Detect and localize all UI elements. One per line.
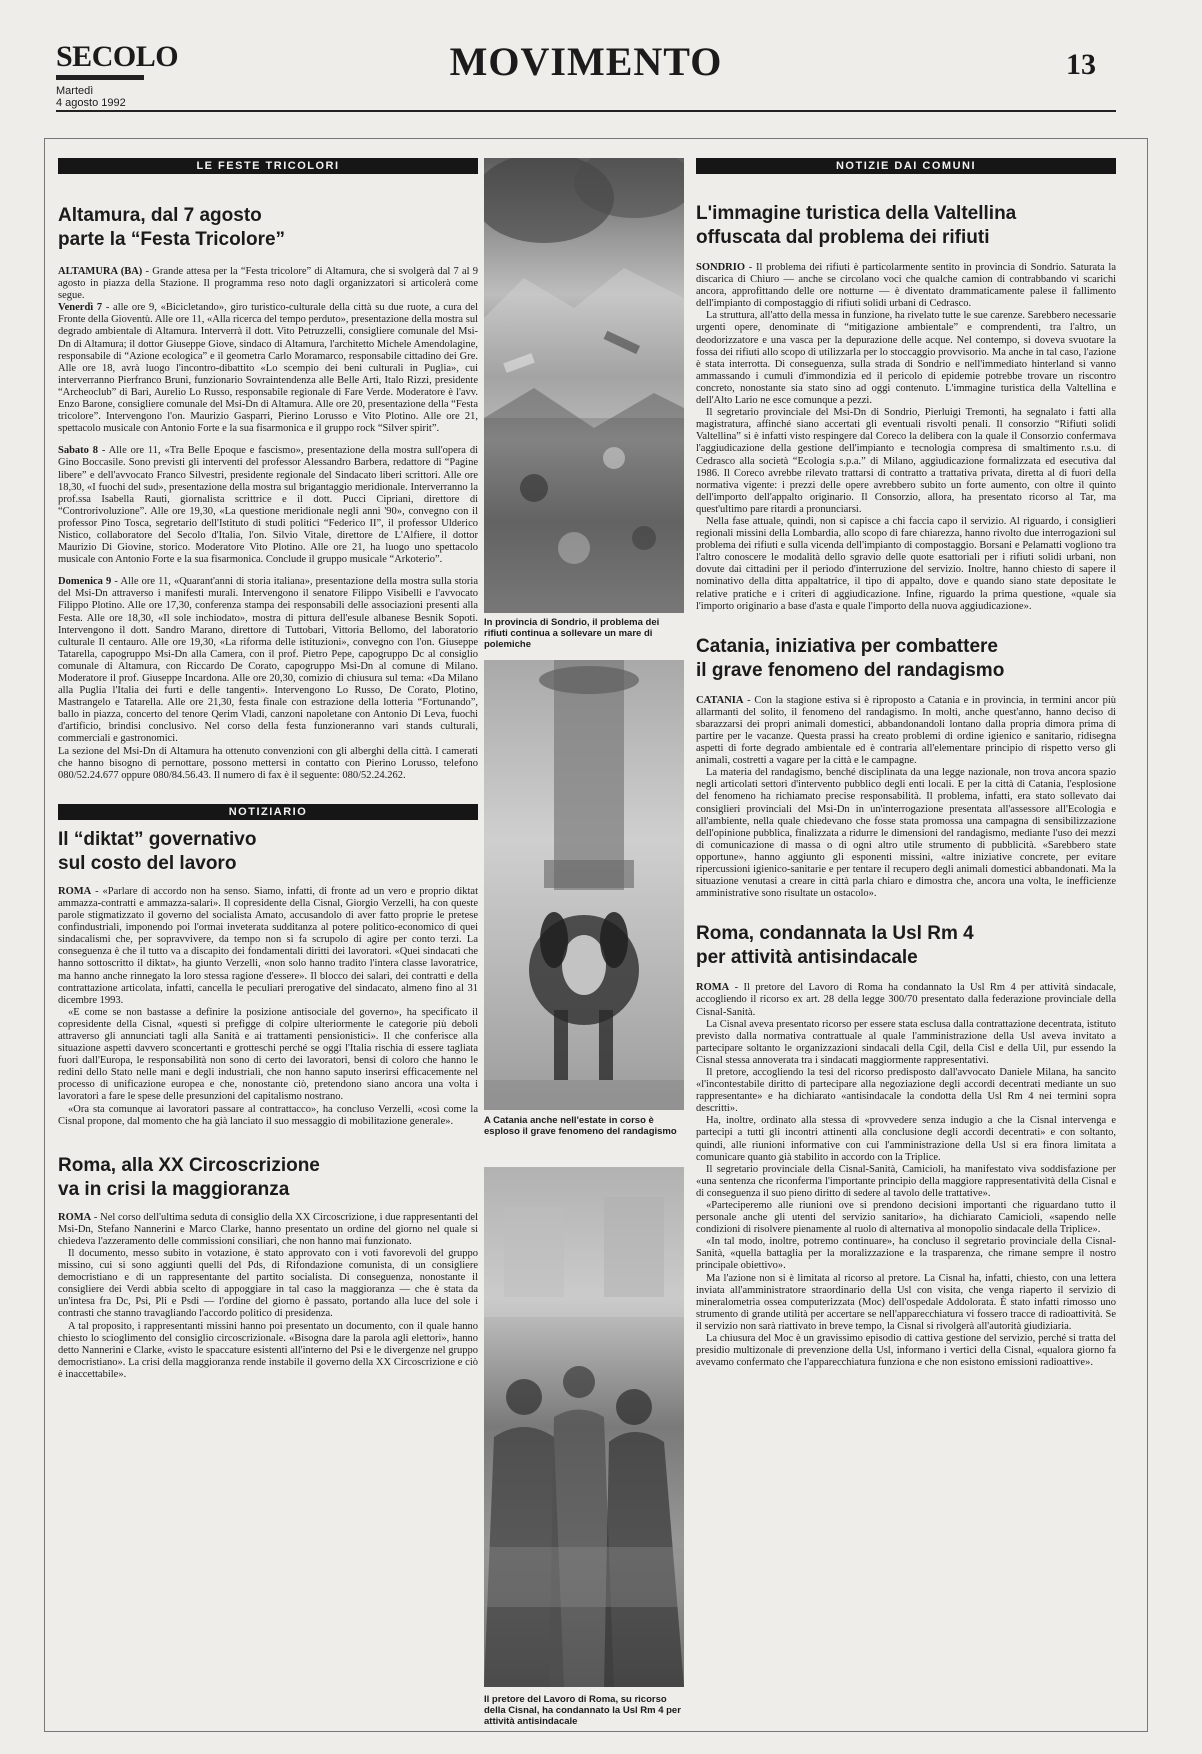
masthead — [56, 30, 1116, 112]
dateline-usl: ROMA — [696, 982, 730, 994]
date-weekday: Martedì — [56, 85, 94, 97]
article-valtellina — [696, 202, 1116, 613]
altamura-day-domenica: Domenica 9 — [58, 576, 112, 588]
altamura-day-venerdi: Venerdì 7 — [58, 302, 103, 314]
dateline-altamura: ALTAMURA (BA) — [58, 266, 143, 277]
left-column — [58, 158, 478, 1381]
band-notizie-dai-comuni: NOTIZIE DAI COMUNI — [696, 158, 1116, 174]
headline-diktat-2: sul costo del lavoro — [58, 852, 237, 874]
headline-circoscrizione-1: Roma, alla XX Circoscrizione — [58, 1154, 320, 1176]
body-altamura — [58, 266, 478, 782]
headline-usl-1: Roma, condannata la Usl Rm 4 — [696, 923, 974, 945]
usl-p4: Ha, inoltre, ordinato alla stessa di «provvedere senza indugio a che la Cisnal intervenga e partecipi a tutti gli incontri attinenti alla conclusione degli accordi decentrati» e con soltanto, quindi, alle riunioni informative con cui l'amministrazione della Usl si era finora limitata a comunicare quanto già stabilito in accordo con la Triplice. — [696, 1115, 1116, 1163]
body-usl — [696, 982, 1116, 1369]
headline-valtellina-1: L'immagine turistica della Valtellina — [696, 203, 1017, 224]
section-title: MOVIMENTO — [449, 39, 723, 84]
article-altamura — [58, 204, 478, 782]
usl-p9: La chiusura del Moc è un gravissimo episodio di cattiva gestione del servizio, perché si tratta del presidio multizonale di prevenzione della Usl, informano i vertici della Cisnal, «qualora giorno fa avevamo confermato che l'apparecchiatura funziona e che non esistono emissioni radioattive». — [696, 1333, 1116, 1369]
altamura-p3: - Alle ore 11, «Tra Belle Epoque e fascismo», presentazione della mostra sull'opera di Gino Boccasile. Sono previsti gli interventi del professor Alessandro Barbera, redattore di “Pagine libere” e dell'avvocato Franco Silvestri, presidente regionale del Sindacato liberi scrittori. Alle ore 18,30, «I fuochi del sud», presentazione della mostra sul brigantaggio meridionale. Interverranno la prof.ssa Isabella Rauti, giornalista scrittrice e il dott. Pucci Cipriani, direttore di “Controrivoluzione”. Alle ore 19,30, «La questione meridionale negli anni '90», convegno con il professor Pino Tosca, segretario dell'Istituto di studi politici “Federico II”, il professor Ulderico Nistico, collaboratore del Secolo d'Italia, l'on. Silvio Vitale, direttore de L'Alfiere, il dottor Maurizio Di Giovine, storico. Moderatore Vito Plotino. Alle ore 21, ha luogo uno spettacolo musicale con Antonio Forte e la sua fisarmonica. Conclude il gruppo musicale “Arkoterio”. — [58, 445, 478, 566]
photo-crowd — [484, 1167, 684, 1687]
dateline-diktat: ROMA — [58, 885, 92, 897]
band-feste-tricolori: LE FESTE TRICOLORI — [58, 158, 478, 174]
body-valtellina — [696, 262, 1116, 613]
caption-roma: Il pretore del Lavoro di Roma, su ricorso della Cisnal, ha condannato la Usl Rm 4 per attività antisindacale — [484, 1694, 681, 1727]
diktat-p2: «E come se non bastasse a definire la posizione antisociale del governo», ha specificato il copresidente della Cisnal, «questi si prefigge di colpire ulteriormente le categorie più deboli attraverso gli annunciati tagli alla Sanità e ai trattamenti pensionistici». Il che conferisce alla situazione aspetti davvero sconcertanti e grotteschi perché se oggi l'Italia rischia di essere tagliata fuori dall'Europa, le responsabilità non sono di certo dei lavoratori, bensì di coloro che hanno le redini dello Stato nelle mani e degli industriali, che non hanno saputo inserirsi efficacemente nel processo di unificazione europea e che, nonostante ciò, pretendono siano ancora una volta i lavoratori a fare le spese delle presunzioni del capitalismo nostrano. — [58, 1006, 478, 1103]
article-circoscrizione — [58, 1154, 478, 1381]
caption-catania: A Catania anche nell'estate in corso è esploso il grave fenomeno del randagismo — [484, 1115, 677, 1137]
dateline-circoscrizione: ROMA — [58, 1211, 92, 1223]
altamura-p5: La sezione del Msi-Dn di Altamura ha ottenuto convenzioni con gli alberghi della città. I camerati che hanno bisogno di pernottare, possono mettersi in contatto con Pierino Lorusso, telefono 080/52.24.677 oppure 080/84.56.43. Il numero di fax è il seguente: 080/52.24.262. — [58, 745, 478, 781]
altamura-p4: - Alle ore 11, «Quarant'anni di storia italiana», presentazione della mostra sulla storia del Msi-Dn attraverso i manifesti murali. Intervengono il senatore Filippo Visibelli e l'avvocato Filippo Plotino. Alle ore 17,30, conferenza stampa dei responsabili delle associazioni presenti alla Festa. Alle ore 18,30, «Il sole inchiodato», mostra di pittura dell'esule albanese Besnik Sopoti. Intervengono il dott. Sandro Marano, direttore di Tuttobari, Vittoria Bellomo, del laboratorio culturale Il centauro. Alle ore 19,30, «La riforma delle istituzioni», convegno con l'on. Giuseppe Tatarella, capogruppo Msi-Dn alla Camera, con il prof. Pietro Pepe, capogruppo Dc al consiglio comunale di Altamura, con Riccardo De Corato, capogruppo Msi-Dn al comune di Milano. Moderatore il prof. Giuseppe Incardona. Alle ore 20,30, comizio di chiusura sul tema: «Da Milano alla Puglia l'Italia dei furti e delle tangenti». Intervengono Lo Russo, De Corato, Plotino, Mastrangelo e Tatarella. Alle ore 21,30, festa finale con estrazione della lotteria “Fortunando”, ballo in piazza, concerto del tenore Qerim Vladi, canzoni napoletane con Antonio Di Leva, fuochi d'artificio, brindisi conclusivo. Nel corso della festa funzioneranno vari stands culturali, commerciali e gastronomici. — [58, 576, 478, 745]
catania-p1: - Con la stagione estiva si è riproposto a Catania e in provincia, in termini ancor più allarmanti del solito, il fenomeno del randagismo. In molti, anche quest'anno, hanno deciso di sbarazzarsi dei propri animali domestici, abbandonandoli lontano dalla propria dimora prima di partire per le vacanze. Questa prassi ha creato problemi di ordine igienico e sanitario, ridisegna aspetti di forte degrado ambientale ed è contraria all'elementare principio di rispetto verso gli animali, costretti a vagare per la città e le campagne. — [696, 694, 1116, 767]
headline-usl-2: per attività antisindacale — [696, 947, 918, 969]
issue-date — [56, 85, 126, 109]
band-notiziario: NOTIZIARIO — [58, 804, 478, 820]
headline-diktat-1: Il “diktat” governativo — [58, 828, 257, 850]
circoscrizione-p1: - Nel corso dell'ultima seduta di consiglio della XX Circoscrizione, i due rappresentanti del Msi-Dn, Stefano Nannerini e Marco Clarke, hanno presentato un ordine del giorno nel quale si chiedeva l'azzeramento delle commissioni consiliari, che non hanno mai funzionato. — [58, 1211, 478, 1247]
usl-p3: Il pretore, accogliendo la tesi del ricorso predisposto dall'avvocato Daniele Milana, ha sancito «l'incontestabile diritto di partecipare alla negoziazione degli accordi decentrati mediante un suo rappresentante» e ha dichiarato «antisindacale la condotta della Usl Rm 4 nei termini sopra descritti». — [696, 1066, 1116, 1115]
valtellina-p2: La struttura, all'atto della messa in funzione, ha rivelato tutte le sue carenze. Sarebbero necessarie urgenti opere, denominate di “mitigazione ambientale” e comprendenti, tra l'altro, un deodorizzatore e una vasca per la depurazione delle acque. Nel contempo, si doveva svuotare la fossa dei rifiuti allo scopo di utilizzarla per lo stoccaggio provvisorio. Ma anche in tal caso, l'azione è stata interrotta. Di conseguenza, sulla strada di Sondrio e nell'immediato hinterland si vanno ammassando i cumuli d'immondizia ed il pericolo di epidemie potrebbe trovare un riscontro concreto, nonostante sia stato sino ad oggi contenuto. L'immagine turistica della Valtellina e dell'Alto Lario ne esce comunque a pezzi. — [696, 310, 1116, 407]
usl-p1: - Il pretore del Lavoro di Roma ha condannato la Usl Rm 4 per attività sindacale, accogliendo il ricorso ex art. 28 della legge 300/70 presentato dalla federazione provinciale della Cisnal-Sanità. — [696, 982, 1116, 1018]
crowd-photo — [484, 1167, 684, 1687]
article-usl — [696, 922, 1116, 1369]
date-full: 4 agosto 1992 — [56, 97, 126, 109]
altamura-day-sabato: Sabato 8 — [58, 445, 99, 457]
photo-rubbish-heap — [484, 158, 684, 613]
diktat-p1: - «Parlare di accordo non ha senso. Siamo, infatti, di fronte ad un vero e proprio diktat ammazza-contratti e ammazza-salari». Il copresidente della Cisnal, Giorgio Verzelli, ha con queste parole stigmatizzato il governo del socialista Amato, accusandolo di aver fatto proprie le pretese confindustriali, imponendo poi l'ormai inveterata sudditanza al potere politico-economico di quei sindacalismi che, per sopravvivere, da tempo non si fa scrupolo di agire per conto terzi. La conseguenza è che il tutto va a discapito dei fondamentali diritti dei lavoratori. «Quei sindacati che hanno sottoscritto il diktat», ha giunto Verzelli, «non solo hanno tradito l'intera classe lavoratrice, ma hanno anche rinnegato la loro stessa ragione d'essere». Il blocco dei salari, dei contratti e della contrattazione articolata, infatti, cancella le peculiari prerogative del sindacato, almeno fino al 31 dicembre 1993. — [58, 885, 478, 1006]
rubbish-heap-photo — [484, 158, 684, 613]
headline-catania-2: il grave fenomeno del randagismo — [696, 659, 1005, 681]
valtellina-p4: Nella fase attuale, quindi, non si capisce a chi faccia capo il servizio. Al riguardo, i consiglieri regionali missini della Lombardia, allo scopo di fare chiarezza, hanno rivolto due interrogazioni sul problema dei rifiuti e sulla vicenda dell'impianto di compostaggio. Borsani e Pelamatti vogliono tra l'altro conoscere le modalità dello sgravio delle quote esattoriali per i rifiuti solidi urbani, non dovute dai cittadini per il periodo d'interruzione del servizio. Inoltre, hanno chiesto di sapere il nominativo della ditta appaltatrice, il tipo di appalto, dove e quando siano state depositate le relative pratiche e i criteri di aggiudicazione. Infine, riguardo la prima questione, «quale sia l'importo originario a base d'asta e quale l'importo della nuova aggiudicazione». — [696, 515, 1116, 612]
usl-p7: «In tal modo, inoltre, potremo continuare», ha concluso il segretario provinciale della Cisnal-Sanità, «quella battaglia per la moralizzazione e la trasparenza, che rimane sempre il nostro principale obiettivo». — [696, 1236, 1116, 1272]
newspaper-logo: SECOLO — [56, 40, 179, 73]
usl-p8: Ma l'azione non si è limitata al ricorso al pretore. La Cisnal ha, infatti, chiesto, con una lettera inviata all'amministratore straordinario della Usl con visita, che venga riaperto il servizio di mineralometria ossea computerizzata (Moc) dell'ospedale Addolorata. È stato infatti rimosso uno strumento di grande utilità per accertare se nell'apparecchiatura vi fossero tracce di radioattività. Se il servizio non sarà riattivato in breve tempo, la Cisnal si rivolgerà all'autorità giudiziaria. — [696, 1272, 1116, 1332]
circoscrizione-p2: Il documento, messo subito in votazione, è stato approvato con i voti favorevoli del gruppo missino, cui si sono aggiunti quelli del Pds, di Rifondazione comunista, di un consigliere democristiano e di un rappresentante del partito socialista. Di conseguenza, nonostante il consigliere dei Verdi abbia scelto di appoggiare in tal caso la maggioranza — che è stata da un'intesa fra Dc, Psi, Pli e Psdi — l'ordine del giorno è passato, portando alla luce del sole i contrasti che stanno travagliando l'accordo politico di presidenza. — [58, 1248, 478, 1320]
article-diktat — [58, 828, 478, 1128]
circoscrizione-p3: A tal proposito, i rappresentanti missini hanno poi presentato un documento, con il quale hanno chiesto lo scioglimento del consiglio circoscrizionale. «Bisogna dare la parola agli elettori», hanno detto Nannerini e Clarke, «visto le spaccature esistenti all'interno del Psi e le divergenze nel gruppo democristiano». La crisi della maggioranza rende instabile il governo della XX Circoscrizione e ciò è inaccettabile». — [58, 1320, 478, 1380]
headline-altamura-1: Altamura, dal 7 agosto — [58, 205, 262, 226]
catania-p2: La materia del randagismo, benché disciplinata da una legge nazionale, non trova ancora spazio negli articolati settori d'intervento pubblico degli enti locali. E per la città di Catania, l'esplosione del fenomeno ha richiamato precise responsabilità. Il problema, infatti, era stato sollevato dai consiglieri provinciali del Msi-Dn in un'interrogazione presentata all'assessore all'Ecologia e all'ambiente, nella quale chiedevano che fosse stata promossa una campagna di sensibilizzazione dell'opinione pubblica, finalizzata a ridurre le dimensioni del randagismo, mediante l'uso dei mezzi di comunicazione di massa o di ogni altro utile strumento di pubblicità. «Sarebbero state opportune», hanno aggiunto gli esponenti missini, «altre iniziative concrete, per evitare ripercussioni igienico-sanitarie e per tentare il recupero degli animali domestici abbandonati. Ma la situazione venutasi a creare in città parla chiaro e dimostra che, ancora una volta, le inefficienze amministrative sono risultate un ostacolo». — [696, 767, 1116, 900]
body-diktat — [58, 886, 478, 1128]
usl-p6: «Parteciperemo alle riunioni ove si prendono decisioni importanti che riguardano tutto il personale anche gli utenti del servizio sanitario», ha dichiarato Camicioli, «sapendo nelle condizioni di risolvere pienamente al ruolo di alternativa al monopolio sindacale della Triplice». — [696, 1200, 1116, 1236]
body-circoscrizione — [58, 1212, 478, 1381]
altamura-p1: - Grande attesa per la “Festa tricolore” di Altamura, che si svolgerà dal 7 al 9 agosto in piazza della Stazione. Il programma reso noto dagli organizzatori si articolerà come segue. — [58, 266, 479, 302]
headline-valtellina-2: offuscata dal problema dei rifiuti — [696, 227, 990, 248]
dateline-catania: CATANIA — [696, 694, 744, 706]
headline-circoscrizione-2: va in crisi la maggioranza — [58, 1178, 290, 1200]
valtellina-p3: Il segretario provinciale del Msi-Dn di Sondrio, Pierluigi Tremonti, ha segnalato i fatti alla magistratura, affinché siano accertati gli eventuali risvolti penali. Il consorzio “Rifiuti solidi Valtellina” si è infatti visto respingere dal Coreco la delibera con la quale il Consorzio confermava l'aggiudicazione della gestione dell'impianto e tecnologia compresa di smaltimento r.s.u. di Cedrasco alla società “Ecologia s.p.a.” di Milano, aggiudicazione formalizzata ed esecutiva dal 1986. Il Coreco avrebbe rilevato trattarsi di contratto a trattativa privata, diretta al di fuori della normativa vigente: i prezzi delle opere avrebbero subito un forte aumento, con oltre il quinto dell'importo dell'appalto originario. Il Consorzio, allora, ha presentato ricorso al Tar, ma quest'ultimo pare ritardi a pronunciarsi. — [696, 407, 1116, 515]
photo-stray-dog — [484, 660, 684, 1110]
right-column — [696, 158, 1116, 1369]
dateline-valtellina: SONDRIO — [696, 262, 746, 273]
altamura-p2: - alle ore 9, «Bicicletando», giro turistico-culturale della città su due ruote, a cura del Fronte della Gioventù. Alle ore 11, «Alla ricerca del tempo perduto», presentazione della mostra sul degrado ambientale di Altamura. Interverrà il dott. Vito Petruzzelli, consigliere comunale del Msi-Dn di Altamura; il dottor Giuseppe Giove, sindaco di Altamura, l'architetto Michele Amendolagine, responsabile di “Azione ecologica” e il geometra Carlo Moramarco, responsabile cittadino dei Gre. Alle ore 18, avrà luogo l'incontro-dibattito «Lo scempio dei beni culturali in Puglia», cui interverranno Pierfranco Bruni, funzionario Sovraintendenza alle Belle Arti, Italo Rizzi, presidente “Archeoclub” di Bari, Aurelio Lo Russo, responsabile regionale di Fare Verde. Moderatore è l'avv. Enzo Barone, consigliere comunale del Msi-Dn di Altamura. Alle ore 20, presentazione della “Festa tricolore”. Intervengono l'on. Maurizio Gasparri, Pierino Lorusso e Vito Plotino. Alle ore 21, spettacolo musicale con Antonio Forte e la sua fisarmonica e il gruppo rock “Silver spirit”. — [58, 302, 479, 435]
usl-p5: Il segretario provinciale della Cisnal-Sanità, Camicioli, ha manifestato viva soddisfazione per «una sentenza che riconferma l'importante principio della maggiore rappresentatività della Cisnal e di conseguenza il suo pieno diritto di sedere al tavolo delle trattative». — [696, 1163, 1116, 1199]
usl-p2: La Cisnal aveva presentato ricorso per essere stata esclusa dalla contrattazione decentrata, istituto previsto dalla normativa contrattuale al quale l'amministrazione della Usl aveva invitato a partecipare soltanto le organizzazioni sindacali della Cgil, della Cisl e della Uil, pur essendo la Cisnal stessa annoverata tra i sindacati maggiormente rappresentativi. — [696, 1018, 1116, 1066]
stray-dog-photo — [484, 660, 684, 1110]
article-catania — [696, 635, 1116, 901]
valtellina-p1: - Il problema dei rifiuti è particolarmente sentito in provincia di Sondrio. Saturata la discarica di Chiuro — anche se circolano voci che qualche camion di contrabbando vi scarichi ancora, approfittando delle ore notturne — è diventato drammaticamente palese il fallimento dell'impianto di compostaggio di rifiuti solidi urbani di Cedrasco. — [696, 262, 1116, 310]
diktat-p3: «Ora sta comunque ai lavoratori passare al contrattacco», ha concluso Verzelli, «così come la Cisnal propone, dal momento che ha già lanciato il suo messaggio di mobilitazione generale». — [58, 1103, 478, 1127]
body-catania — [696, 695, 1116, 901]
headline-catania-1: Catania, iniziativa per combattere — [696, 635, 998, 657]
caption-sondrio: In provincia di Sondrio, il problema dei rifiuti continua a sollevare un mare di polemiche — [484, 617, 660, 650]
headline-altamura-2: parte la “Festa Tricolore” — [58, 229, 286, 250]
page-number: 13 — [1066, 48, 1096, 81]
